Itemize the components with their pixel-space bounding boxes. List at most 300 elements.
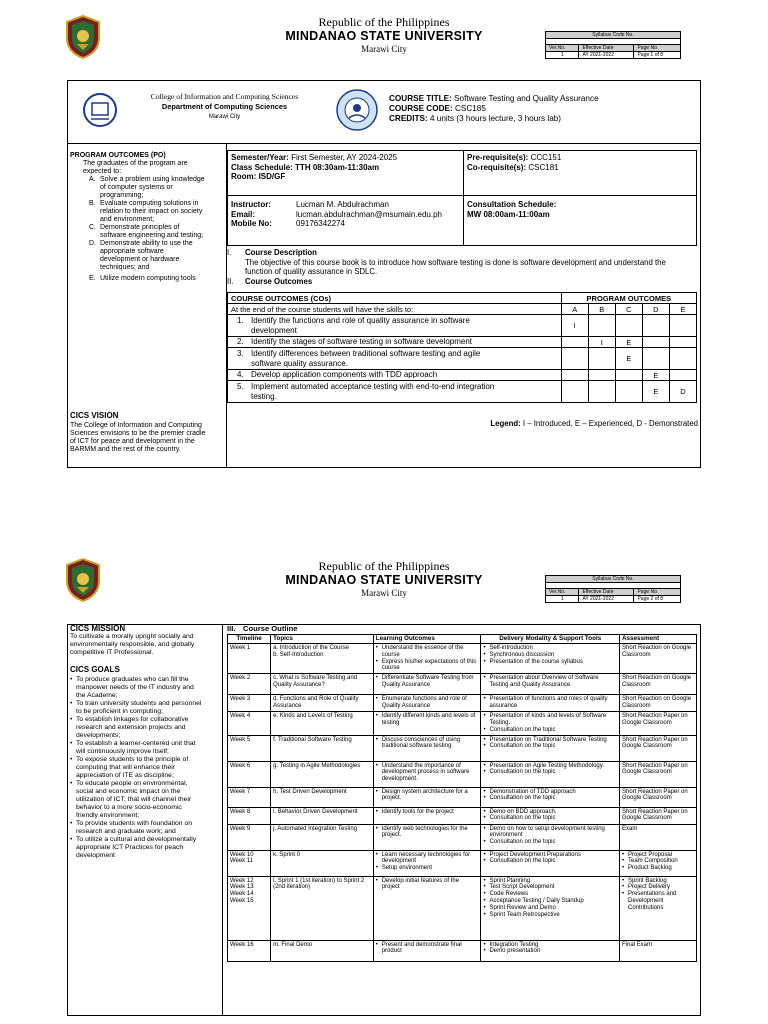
outline-delivery [481, 712, 620, 735]
instructor-name: Lucman M. Abdulrachman [296, 200, 389, 209]
outline-outcomes [373, 824, 481, 850]
schedule-label: Class Schedule: [231, 162, 293, 172]
outline-week-line: Week 9 [230, 825, 251, 832]
consultation-info [467, 200, 556, 219]
outline-outcomes [373, 674, 481, 695]
goal-item: • To provide students with foundation on research and graduate work; and [70, 820, 220, 836]
outline-delivery [481, 695, 620, 712]
outline-delivery-item: • Presentation on Traditional Software Testing [489, 737, 617, 744]
course-code: CSC185 [454, 104, 486, 113]
dept-logo-icon [335, 88, 379, 132]
po-letter: E [669, 304, 696, 315]
outline-outcomes [373, 695, 481, 712]
po-mark: I [561, 315, 588, 337]
outline-row [228, 940, 697, 961]
outline-assess-line: Short Reaction Paper on Google Classroom [622, 762, 688, 776]
outline-delivery [481, 940, 620, 961]
outline-delivery [481, 787, 620, 807]
outline-delivery-item: • Code Reviews [489, 891, 617, 898]
po-mark: E [615, 348, 642, 370]
po-mark [588, 370, 615, 381]
legend [400, 420, 698, 428]
po-item: B. Evaluate computing solutions in relation to their impact on society and environment; [89, 200, 203, 223]
outline-assess-item: • Presentations and Development Contributions [628, 891, 694, 911]
outline-week-line: Week 7 [230, 788, 251, 795]
outline-outcomes-item: • Identify tools for the project [382, 809, 479, 816]
outline-assess-item: • Project Delivery [628, 884, 694, 891]
outline-outcomes-item: • Identify different kinds and levels of testing [382, 713, 479, 727]
outline-outcomes-item: • Differentiate Software Testing from Quality Assurance [382, 675, 479, 689]
outline-topics-line: b. Self-Introduction [273, 651, 324, 658]
outline-row [228, 674, 697, 695]
co-row: 1. Identify the functions and role of quality assurance in software development I [228, 315, 697, 337]
po-mark [669, 370, 696, 381]
outline-outcomes-item: • Enumerate functions and role of Quality Assurance [382, 696, 479, 710]
col-outcomes: Learning Outcomes [373, 635, 481, 644]
outline-outcomes [373, 876, 481, 940]
outline-week [228, 876, 271, 940]
outline-delivery-item: • Project Development Preparations [489, 852, 617, 859]
goal-item: • To educate people on environmental, social and economic impact on the utilization of ICT, that will channel their behavior to a more socio-economic friendly environment; [70, 780, 220, 820]
credits: 4 units (3 hours lecture, 3 hours lab) [429, 114, 562, 123]
outline-assess-item: • Sprint Backlog [628, 878, 694, 885]
outline-delivery-item: • Consultation on the topic [489, 727, 617, 734]
outline-topics [271, 824, 374, 850]
po-mark [669, 315, 696, 337]
republic-text: Republic of the Philippines [318, 559, 450, 573]
prereq-label: Pre-requisite(s): [467, 153, 529, 162]
outline-row [228, 807, 697, 824]
outline-delivery-item: • Synchronous discussion [489, 652, 617, 659]
po-col-header: PROGRAM OUTCOMES [561, 293, 696, 304]
consultation-value: MW 08:00am-11:00am [467, 209, 550, 219]
goal-item: • To utilize a cultural and developmentally appropriate ICT Practices for peach development [70, 836, 220, 860]
cics-vision [70, 412, 225, 454]
outline-assess [620, 735, 697, 761]
col-timeline: Timeline [228, 635, 271, 644]
consultation-label: Consultation Schedule: [467, 200, 557, 209]
col-assessment: Assessment [620, 635, 697, 644]
course-title-row [389, 94, 599, 124]
page-label: Page No. [634, 589, 681, 596]
outline-assess [620, 876, 697, 940]
outline-outcomes-item: • Understand the essence of the course [382, 645, 479, 659]
outline-delivery-item: • Presentation about Overview of Software Testing and Quality Assurance [489, 675, 617, 689]
instructor-info [231, 200, 442, 229]
room-label: Room: [231, 172, 257, 181]
semester-label: Semester/Year: [231, 153, 289, 162]
outline-topics [271, 940, 374, 961]
outline-week [228, 644, 271, 674]
co-row: 2. Identify the stages of software testing in software development I E [228, 337, 697, 348]
outline-delivery [481, 876, 620, 940]
outline-outcomes [373, 735, 481, 761]
section-num-1: I. [227, 248, 232, 257]
instructor-label: Instructor: [231, 200, 271, 209]
outline-delivery-item: • Test Script Development [489, 884, 617, 891]
po-item: D. Demonstrate ability to use the appropriate software development or hardware techniques; and [89, 240, 193, 271]
outline-assess-item: • Team Composition [628, 858, 694, 865]
outline-topics-line: k. Sprint 0 [273, 851, 301, 858]
po-item: C. Demonstrate principles of software engineering and testing; [89, 224, 204, 239]
po-mark: E [642, 370, 669, 381]
outline-outcomes-item: • Present and demonstrate final product [382, 942, 479, 956]
outline-row [228, 735, 697, 761]
page-label: Page No. [634, 45, 681, 52]
mobile-value: 09176342274 [296, 219, 345, 228]
effective-date-label: Effective Date [579, 589, 634, 596]
syllabus-code-label: Syllabus Code No. [546, 576, 681, 583]
outline-week-line: Week 8 [230, 808, 251, 815]
po-mark: D [669, 381, 696, 403]
syllabus-code-box [545, 575, 681, 603]
room-value: ISD/GF [258, 172, 286, 181]
outline-outcomes-item: • Design system architecture for a project. [382, 789, 479, 803]
outline-week-line: Week 14 [230, 891, 254, 898]
outline-assess-item: • Product Backlog [628, 865, 694, 872]
outline-outcomes-item: • Learn necessary technologies for development [382, 852, 479, 866]
ver-value: 1 [546, 596, 579, 603]
outline-topics-line: a. Introduction of the Course [273, 645, 349, 651]
outline-outcomes-item: • Express his/her expectations of this course [382, 659, 479, 673]
outline-topics [271, 712, 374, 735]
outline-topics-line: g. Testing in Agile Methodologies [273, 762, 361, 769]
po-mark [615, 381, 642, 403]
description-heading: Course Description [245, 248, 317, 257]
syllabus-code-box [545, 31, 681, 59]
description-line-1: The objective of this course book is to introduce how software testing is done is software development and understand the [245, 257, 666, 267]
outline-week [228, 940, 271, 961]
outline-row [228, 712, 697, 735]
outline-delivery-item: • Integration Testing [489, 942, 617, 949]
outline-topics-line: c. What is Software Testing and Quality Assurance? [273, 675, 358, 688]
outline-assess [620, 761, 697, 787]
outline-week-line: Week 10 [230, 851, 254, 858]
outline-outcomes [373, 761, 481, 787]
section-num-3: III. [227, 624, 236, 633]
outline-delivery [481, 644, 620, 674]
semester-value: First Semester, AY 2024-2025 [291, 153, 398, 162]
city-text: Marawi City [361, 44, 407, 54]
outline-topics [271, 735, 374, 761]
po-list [70, 176, 222, 283]
mission-line: environmentally responsible, and globally [70, 641, 195, 648]
outline-week-line: Week 3 [230, 696, 251, 703]
outline-assess-line: Short Reaction on Google Classroom [622, 696, 692, 709]
outline-delivery-item: • Sprint Team Retrospective [489, 912, 617, 919]
city-text: Marawi City [361, 588, 407, 598]
credits-label: CREDITS: [389, 114, 428, 123]
outline-assess [620, 824, 697, 850]
outline-assess-line: Short Reaction Paper on Google Classroom [622, 788, 688, 802]
outline-assess-line: Short Reaction Paper on Google Classroom [622, 736, 688, 750]
co-row: 4. Develop application components with TDD approach E [228, 370, 697, 381]
ver-label: Ver.No. [546, 45, 579, 52]
co-col-header: COURSE OUTCOMES (COs) [228, 293, 562, 304]
outline-delivery-item: • Consultation on the topic [489, 815, 617, 822]
vision-line: Sciences envisions to be the premier cradle [70, 430, 206, 437]
outline-week-line: Week 11 [230, 858, 254, 865]
po-mark [669, 348, 696, 370]
coreq-label: Co-requisite(s): [467, 162, 527, 172]
po-mark [561, 381, 588, 403]
po-mark [561, 370, 588, 381]
outline-week-line: Week 1 [230, 645, 251, 651]
goal-item: • To establish linkages for collaborative research and extension projects and developments; [70, 716, 220, 740]
po-mark [561, 337, 588, 348]
outline-delivery-item: • Consultation on the topic [489, 795, 617, 802]
effective-date-value: AY 2021-2022 [579, 52, 634, 59]
outline-delivery [481, 807, 620, 824]
outline-delivery-item: • Demo on how to setup development testing environment [489, 826, 617, 840]
col-topics: Topics [271, 635, 374, 644]
outline-title: Course Outline [243, 624, 298, 633]
syllabus-code-label: Syllabus Code No. [546, 32, 681, 39]
outline-delivery [481, 735, 620, 761]
schedule-value: TTH 08:30am-11:30am [295, 162, 380, 172]
mobile-label: Mobile No: [231, 219, 272, 228]
outline-delivery [481, 761, 620, 787]
coreq-value: CSC181 [528, 162, 559, 172]
po-item: A. Solve a problem using knowledge of computer systems or programming; [89, 176, 205, 199]
po-mark [588, 381, 615, 403]
outline-assess [620, 644, 697, 674]
outline-delivery-item: • Demo presentation [489, 948, 617, 955]
ver-label: Ver.No. [546, 589, 579, 596]
page-value: Page 2 of 8 [634, 596, 681, 603]
course-code-label: COURSE CODE: [389, 104, 453, 113]
outline-assess-line: Exam [622, 825, 638, 832]
outline-delivery-item: • Sprint Planning [489, 878, 617, 885]
po-intro-1: The graduates of the program are [83, 160, 188, 167]
outline-assess [620, 712, 697, 735]
outline-outcomes [373, 787, 481, 807]
department-name: Department of Computing Sciences [161, 102, 288, 111]
outline-outcomes [373, 807, 481, 824]
po-mark [642, 315, 669, 337]
outline-week-line: Week 12 [230, 877, 254, 884]
outline-delivery-item: • Presentation of functions and roles of quality assurance [489, 696, 617, 710]
po-item: E. Utilize modern computing tools [89, 275, 196, 282]
po-mark: E [642, 381, 669, 403]
outline-outcomes-item: • Identify web technologies for the project. [382, 826, 479, 840]
email-value: lucman.abdulrachman@msumain.edu.ph [296, 209, 442, 219]
outline-row [228, 787, 697, 807]
college-city: Marawi City [208, 114, 241, 120]
outline-week [228, 807, 271, 824]
outline-outcomes [373, 644, 481, 674]
po-letter: D [642, 304, 669, 315]
outline-outcomes-item: • Understand the importance of development process in software development. [382, 763, 479, 783]
mission-line: competitive IT Professional. [70, 649, 154, 656]
po-mark: I [588, 337, 615, 348]
outline-assess-line: Short Reaction Paper on Google Classroom [622, 713, 688, 726]
outline-week-line: Week 16 [230, 941, 254, 948]
goal-item: • To produce graduates who can fill the manpower needs of the IT industry and the Academe; [70, 676, 220, 700]
outline-delivery-item: • Consultation on the topic [489, 769, 617, 776]
outline-delivery-item: • Consultation on the topic [489, 743, 617, 750]
outline-delivery-item: • Consultation on the topic [489, 839, 617, 846]
outline-week [228, 761, 271, 787]
outline-assess [620, 787, 697, 807]
outline-row [228, 850, 697, 876]
outline-week-line: Week 15 [230, 897, 254, 904]
outline-week [228, 674, 271, 695]
outline-row [228, 824, 697, 850]
legend-label: Legend: [490, 419, 521, 428]
university-name: MINDANAO STATE UNIVERSITY [285, 573, 483, 587]
outline-delivery-item: • Demo on BDD approach. [489, 809, 617, 816]
university-name: MINDANAO STATE UNIVERSITY [285, 29, 483, 43]
po-letter: A [561, 304, 588, 315]
po-intro-2: expected to: [83, 168, 122, 175]
outline-topics [271, 644, 374, 674]
po-letter: B [588, 304, 615, 315]
outline-topics-line: m. Final Demo [273, 941, 313, 948]
vision-heading: CICS VISION [70, 411, 119, 420]
outline-topics [271, 674, 374, 695]
goals-heading: CICS GOALS [70, 665, 120, 674]
outline-row [228, 695, 697, 712]
vision-line: of ICT for peace and development in the [70, 438, 195, 445]
outline-week-line: Week 6 [230, 762, 251, 769]
outline-assess-line: Short Reaction on Google Classroom [622, 675, 692, 688]
outline-delivery-item: • Presentation on Agile Testing Methodology. [489, 763, 617, 770]
goal-item: • To train university students and personnel to be proficient in computing; [70, 700, 220, 716]
semester-info [231, 153, 397, 182]
po-mark [669, 337, 696, 348]
po-mark: E [615, 337, 642, 348]
outline-week-line: Week 2 [230, 675, 251, 682]
course-outline-table [227, 634, 697, 962]
requisites [467, 153, 561, 172]
outline-week [228, 735, 271, 761]
po-heading: PROGRAM OUTCOMES (PO) [70, 152, 166, 159]
course-title-label: COURSE TITLE: [389, 94, 452, 103]
outline-week [228, 695, 271, 712]
outline-outcomes [373, 850, 481, 876]
outline-assess-line: Final Exam [622, 941, 653, 948]
outline-topics-line: e. Kinds and Levels of Testing [273, 713, 353, 720]
outline-assess-line: Short Reaction Paper on Google Classroom [622, 808, 688, 822]
outline-week-line: Week 5 [230, 736, 251, 743]
outline-topics [271, 695, 374, 712]
outline-delivery-item: • Sprint Review and Demo [489, 905, 617, 912]
section-num-2: II. [227, 276, 234, 286]
outline-topics [271, 876, 374, 940]
outline-assess-item: • Project Proposal [628, 852, 694, 859]
cics-mission-goals [70, 625, 220, 860]
outline-week [228, 712, 271, 735]
po-mark [588, 348, 615, 370]
outline-week [228, 787, 271, 807]
outline-delivery-item: • Self-introduction [489, 645, 617, 652]
outline-topics-line: h. Test Driven Development [273, 788, 347, 795]
po-mark [561, 348, 588, 370]
outline-assess-line: Short Reaction on Google Classroom [622, 645, 692, 658]
outline-assess [620, 940, 697, 961]
outline-outcomes-item: • Discuss consciences of using traditional software testing [382, 737, 479, 751]
outline-outcomes [373, 712, 481, 735]
prereq-value: CCC151 [530, 153, 562, 162]
outline-outcomes [373, 940, 481, 961]
goal-item: • To establish a learner-centered unit that will continuously improve itself; [70, 740, 220, 756]
effective-date-label: Effective Date [579, 45, 634, 52]
outline-topics [271, 787, 374, 807]
outline-outcomes-item: • Setup environment [382, 865, 479, 872]
page-2 [0, 512, 768, 1024]
mission-heading: CICS MISSION [70, 624, 126, 633]
co-row: 5. Implement automated acceptance testing with end-to-end integration testing. E D [228, 381, 697, 403]
mission-line: To cultivate a morally upright socially and [70, 633, 194, 640]
outline-topics [271, 807, 374, 824]
outline-topics [271, 761, 374, 787]
po-mark [642, 337, 669, 348]
outline-topics [271, 850, 374, 876]
outline-topics-line: l. Sprint 1 (1st iteration) to Sprint 2 (2nd iteration) [273, 877, 365, 891]
co-intro: At the end of the course students will have the skills to: [228, 304, 562, 315]
republic-text: Republic of the Philippines [318, 15, 450, 29]
college-name: College of Information and Computing Sciences [150, 92, 299, 101]
outline-assess [620, 807, 697, 824]
co-row: 3. Identify differences between traditional software testing and agile software quality assurance. E [228, 348, 697, 370]
outline-row [228, 644, 697, 674]
course-description [227, 248, 697, 286]
outline-row [228, 876, 697, 940]
effective-date-value: AY 2021-2022 [579, 596, 634, 603]
outline-delivery-item: • Presentation of the course syllabus [489, 659, 617, 666]
outline-delivery-item: • Demonstration of TDD approach [489, 789, 617, 796]
po-letter: C [615, 304, 642, 315]
outline-topics-line: f. Traditional Software Testing [273, 736, 352, 743]
outline-week [228, 824, 271, 850]
course-title: Software Testing and Quality Assurance [454, 94, 599, 103]
legend-text: I – Introduced, E – Experienced, D - Demonstrated [522, 419, 698, 428]
outline-topics-line: d. Functions and Role of Quality Assurance [273, 696, 359, 709]
outline-delivery [481, 824, 620, 850]
po-mark [615, 315, 642, 337]
page-value: Page 1 of 8 [634, 52, 681, 59]
outline-assess [620, 674, 697, 695]
vision-line: BARMM and the rest of the country. [70, 446, 181, 453]
outline-week-line: Week 13 [230, 884, 254, 891]
po-mark [642, 348, 669, 370]
outline-outcomes-item: • Develop initial features of the project [382, 878, 479, 892]
email-label: Email: [231, 209, 256, 219]
goal-item: • To expose students to the principle of computing that will enhance their appreciation of ITE as discipline; [70, 756, 220, 780]
outline-assess [620, 850, 697, 876]
program-outcomes [70, 152, 222, 283]
outline-delivery [481, 850, 620, 876]
outline-delivery [481, 674, 620, 695]
ver-value: 1 [546, 52, 579, 59]
po-mark [588, 315, 615, 337]
outline-delivery-item: • Consultation on the topic [489, 858, 617, 865]
col-delivery: Delivery Modality & Support Tools [481, 635, 620, 644]
outcomes-heading: Course Outcomes [245, 276, 313, 286]
outline-delivery-item: • Acceptance Testing / Daily Standup [489, 898, 617, 905]
vision-line: The College of Information and Computing [70, 422, 202, 429]
outline-topics-line: j. Automated Integration Testing [273, 825, 358, 832]
outline-topics-line: i. Behavior Driven Development [273, 808, 358, 815]
outline-week [228, 850, 271, 876]
course-outcomes-table [227, 292, 697, 403]
po-mark [615, 370, 642, 381]
outline-week-line: Week 4 [230, 713, 251, 720]
description-line-2: function of quality assurance in SDLC. [245, 267, 378, 276]
outline-heading [227, 625, 297, 633]
outline-assess [620, 695, 697, 712]
